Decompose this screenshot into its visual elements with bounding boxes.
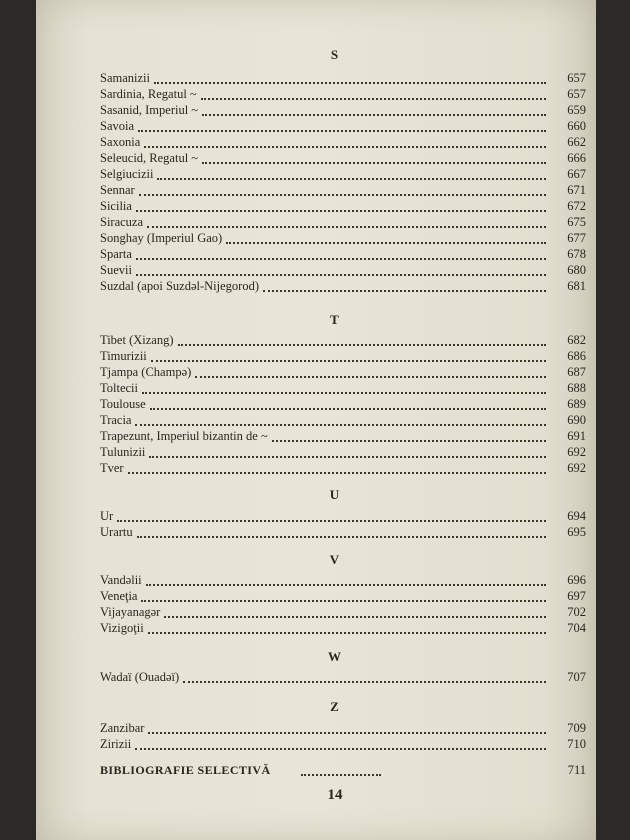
entry-label: Tracia [100,413,132,427]
entry-page: 678 [567,247,586,261]
toc-entry [100,134,586,150]
toc-entry [100,348,586,364]
dot-leader [150,397,546,410]
dot-leader [148,621,546,634]
dot-leader [157,167,546,180]
entry-page: 677 [567,231,586,245]
dot-leader [136,247,546,260]
toc-entry [100,332,586,348]
dot-leader [139,183,546,196]
dot-leader [183,670,546,683]
section-letter-z: Z [330,699,340,714]
section-letter-t: T [330,312,340,327]
toc-entry [100,262,586,278]
dot-leader [135,413,546,426]
entry-label: Samanizii [100,71,150,85]
dot-leader [178,333,547,346]
entry-label: Vizigoţii [100,621,144,635]
entry-label: Trapezunt, Imperiul bizantin de ~ [100,429,268,443]
toc-entry [100,214,586,230]
toc-entry [100,604,586,620]
entry-page: 675 [567,215,586,229]
entry-label: Timurizii [100,349,147,363]
toc-entry [100,230,586,246]
entry-page: 702 [567,605,586,619]
entry-label: Siracuza [100,215,144,229]
bibliography-label: BIBLIOGRAFIE SELECTIVĂ [100,763,271,777]
entry-label: Suevii [100,263,132,277]
dot-leader [117,509,546,522]
dot-leader [136,263,546,276]
entry-page: 687 [567,365,586,379]
toc-entry [100,620,586,636]
toc-entry [100,364,586,380]
toc-entry [100,396,586,412]
entry-page: 672 [567,199,586,213]
section-letter-s: S [330,47,340,62]
entry-page: 692 [567,445,586,459]
toc-entry [100,198,586,214]
bibliography-page: 711 [567,763,586,777]
entry-label: Tibet (Xizang) [100,333,174,347]
entry-page: 657 [567,87,586,101]
entry-label: Wadaï (Ouadəï) [100,670,180,684]
toc-entry [100,86,586,102]
entry-page: 666 [567,151,586,165]
entry-page: 659 [567,103,586,117]
section-letter-w: W [328,649,342,664]
entry-label: Saxonia [100,135,141,149]
entry-page: 697 [567,589,586,603]
entry-label: Sasanid, Imperiul ~ [100,103,199,117]
entry-page: 695 [567,525,586,539]
entry-page: 657 [567,71,586,85]
entry-label: Vijayanagər [100,605,161,619]
entry-label: Tjampa (Champə) [100,365,192,379]
dot-leader [263,279,546,292]
toc-entry [100,460,586,476]
dot-leader [202,151,546,164]
dot-leader [154,71,546,84]
toc-entry [100,102,586,118]
dot-leader [138,119,546,132]
dot-leader [151,349,546,362]
entry-page: 710 [567,737,586,751]
dot-leader [195,365,546,378]
dot-leader [148,721,546,734]
toc-entry [100,278,586,294]
toc-entry [100,508,586,524]
entry-page: 691 [567,429,586,443]
toc-entry [100,246,586,262]
dot-leader [146,573,546,586]
toc-entry [100,428,586,444]
section-letter-v: V [329,552,341,567]
entry-page: 709 [567,721,586,735]
entry-label: Seleucid, Regatul ~ [100,151,199,165]
entry-label: Toulouse [100,397,146,411]
entry-page: 662 [567,135,586,149]
entry-label: Tulunizii [100,445,146,459]
entry-page: 680 [567,263,586,277]
entry-label: Toltecii [100,381,139,395]
dot-leader [226,231,546,244]
toc-entry [100,412,586,428]
dot-leader [272,429,546,442]
entry-page: 690 [567,413,586,427]
toc-entry [100,720,586,736]
toc-entry [100,572,586,588]
dot-leader [201,87,546,100]
book-page [36,0,596,840]
toc-entry [100,524,586,540]
dot-leader [142,381,546,394]
entry-page: 704 [567,621,586,635]
entry-label: Zirizii [100,737,132,751]
entry-label: Ur [100,509,114,523]
entry-label: Savoia [100,119,135,133]
entry-label: Selgiucizii [100,167,154,181]
toc-entry [100,588,586,604]
dot-leader [202,103,546,116]
dot-leader [301,763,381,776]
dot-leader [135,737,546,750]
toc-entry [100,669,586,685]
entry-label: Sicilia [100,199,132,213]
dot-leader [164,605,546,618]
toc-entry [100,736,586,752]
entry-label: Suzdal (apoi Suzdəl-Nijegorod) [100,279,259,293]
toc-entry [100,380,586,396]
entry-page: 689 [567,397,586,411]
dot-leader [128,461,546,474]
toc-entry [100,150,586,166]
entry-label: Urartu [100,525,133,539]
entry-label: Vandəlii [100,573,142,587]
entry-page: 660 [567,119,586,133]
entry-label: Tver [100,461,124,475]
entry-label: Sennar [100,183,135,197]
entry-label: Sardinia, Regatul ~ [100,87,197,101]
entry-label: Songhay (Imperiul Gao) [100,231,223,245]
entry-page: 688 [567,381,586,395]
toc-entry [100,444,586,460]
entry-page: 682 [567,333,586,347]
page-number: 14 [327,787,343,803]
entry-label: Veneţia [100,589,138,603]
toc-entry [100,182,586,198]
entry-page: 694 [567,509,586,523]
entry-page: 667 [567,167,586,181]
toc-entry [100,118,586,134]
toc-entry-bibliography [100,762,586,778]
entry-page: 671 [567,183,586,197]
entry-page: 707 [567,670,586,684]
section-letter-u: U [329,487,341,502]
toc-entry [100,166,586,182]
entry-label: Sparta [100,247,132,261]
entry-page: 681 [567,279,586,293]
entry-page: 696 [567,573,586,587]
dot-leader [149,445,546,458]
entry-page: 692 [567,461,586,475]
dot-leader [147,215,546,228]
entry-page: 686 [567,349,586,363]
toc-entry [100,70,586,86]
entry-label: Zanzibar [100,721,145,735]
dot-leader [136,199,546,212]
dot-leader [137,525,546,538]
dot-leader [144,135,546,148]
dot-leader [141,589,546,602]
